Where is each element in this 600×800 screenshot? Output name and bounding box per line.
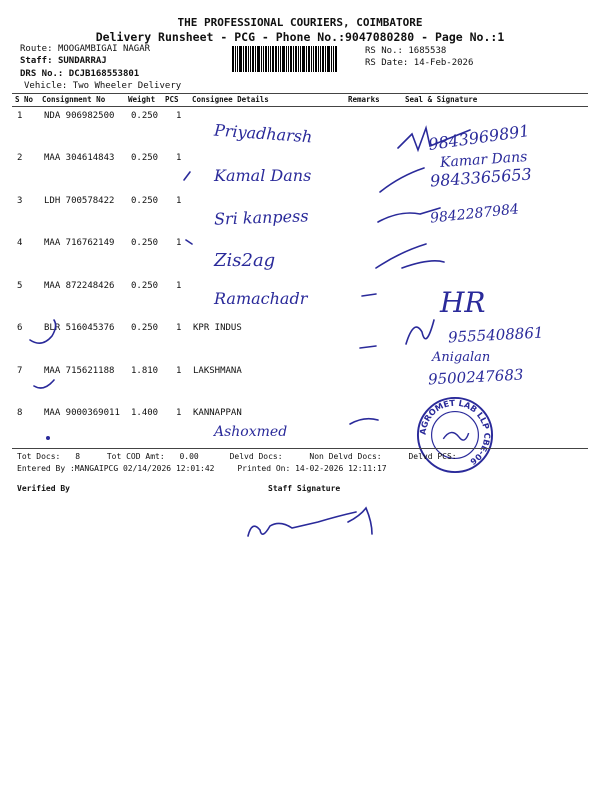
col-seal-signature: Seal & Signature: [405, 95, 478, 104]
row-pcs: 1: [176, 323, 182, 333]
vehicle-value: Two Wheeler Delivery: [72, 81, 182, 91]
handwritten-phone: 9555408861: [447, 323, 544, 347]
signature-stroke: [186, 240, 192, 244]
row-sno: 2: [17, 153, 23, 163]
row-pcs: 1: [176, 366, 182, 376]
delvd-pcs-label: Delvd PCS:: [408, 452, 457, 461]
non-delvd-docs-label: Non Delvd Docs:: [309, 452, 382, 461]
row-weight: 0.250: [131, 238, 159, 248]
handwritten-phone: 9842287984: [429, 201, 520, 227]
row-weight: 0.250: [131, 153, 159, 163]
row-consignment: MAA 304614843: [44, 153, 115, 163]
signature-stroke: [380, 168, 424, 192]
handwritten-name: Priyadharsh: [213, 120, 313, 147]
company-name: THE PROFESSIONAL COURIERS, COIMBATORE: [177, 16, 423, 29]
row-consignment: MAA 872248426: [44, 281, 115, 291]
col-sno: S No: [15, 95, 34, 104]
rs-no-value: 1685538: [408, 46, 447, 56]
row-consignment: MAA 9000369011: [44, 408, 120, 418]
signature-stroke: [30, 320, 56, 343]
printed-on: Printed On: 14-02-2026 12:11:17: [237, 464, 387, 473]
signature-stroke: [34, 380, 54, 388]
signature-stroke: [184, 172, 190, 180]
staff-signature-stroke: [248, 508, 372, 536]
staff-signature-label: Staff Signature: [268, 484, 341, 493]
handwritten-name: Kamal Dans: [214, 166, 312, 185]
row-sno: 4: [17, 238, 23, 248]
col-pcs: PCS: [165, 95, 179, 104]
row-pcs: 1: [176, 196, 182, 206]
rs-no-label: RS No.:: [365, 46, 403, 56]
row-consignee: KPR INDUS: [193, 323, 242, 333]
row-consignment: MAA 715621188: [44, 366, 115, 376]
handwritten-name: Ramachadr: [214, 289, 308, 308]
col-consignment: Consignment No: [42, 95, 106, 104]
totals-line: [17, 452, 457, 461]
pen-dot: [46, 436, 50, 440]
tot-cod-value: 0.00: [179, 452, 199, 461]
signature-stroke: [406, 320, 434, 344]
row-weight: 0.250: [131, 281, 159, 291]
row-consignment: LDH 700578422: [44, 196, 115, 206]
handwritten-phone: 9843969891: [427, 121, 531, 154]
table-bottom-rule: [12, 448, 588, 449]
row-weight: 1.810: [131, 366, 159, 376]
row-sno: 8: [17, 408, 23, 418]
row-consignment: BLR 516045376: [44, 323, 115, 333]
row-sno: 7: [17, 366, 23, 376]
handwritten-note: Kamar Dans: [439, 148, 528, 172]
runsheet-title: Delivery Runsheet - PCG - Phone No.:9047080280 - Page No.:1: [95, 30, 505, 44]
rs-date-value: 14-Feb-2026: [413, 58, 474, 68]
row-weight: 1.400: [131, 408, 159, 418]
tot-cod-label: Tot COD Amt:: [106, 452, 165, 461]
row-consignee: LAKSHMANA: [193, 366, 242, 376]
stamp-text: AGROMET LAB LLP CBE-06: [417, 397, 493, 468]
row-weight: 0.250: [131, 323, 159, 333]
handwritten-name: Ashoxmed: [214, 424, 288, 440]
row-weight: 0.250: [131, 196, 159, 206]
col-consignee: Consignee Details: [192, 95, 269, 104]
row-consignment: NDA 906982500: [44, 111, 115, 121]
row-sno: 5: [17, 281, 23, 291]
staff-label: Staff:: [20, 56, 53, 66]
signature-stroke: [398, 128, 470, 150]
signature-stroke: [376, 244, 444, 268]
signature-stroke: [378, 208, 440, 222]
route-label: Route:: [20, 44, 53, 54]
signature-stroke: [350, 419, 378, 424]
route-value: MOOGAMBIGAI NAGAR: [57, 44, 151, 54]
handwritten-initials: HR: [440, 286, 486, 319]
rs-date-label: RS Date:: [365, 58, 409, 68]
tot-docs-value: 8: [75, 452, 81, 461]
handwritten-name: Zis2ag: [214, 250, 276, 271]
row-sno: 6: [17, 323, 23, 333]
row-pcs: 1: [176, 111, 182, 121]
row-pcs: 1: [176, 238, 182, 248]
row-sno: 3: [17, 196, 23, 206]
drs-label: DRS No.:: [20, 69, 64, 79]
signature-stroke: [360, 346, 376, 348]
row-pcs: 1: [176, 408, 182, 418]
entry-line: [17, 464, 387, 473]
row-sno: 1: [17, 111, 23, 121]
row-consignment: MAA 716762149: [44, 238, 115, 248]
col-weight: Weight: [128, 95, 156, 104]
handwritten-phone: 9500247683: [427, 365, 524, 389]
tot-docs-label: Tot Docs:: [17, 452, 61, 461]
handwritten-note: Anigalan: [432, 350, 491, 365]
handwritten-name: Sri kanpess: [213, 206, 309, 229]
row-pcs: 1: [176, 281, 182, 291]
col-remarks: Remarks: [348, 95, 380, 104]
staff-value: SUNDARRAJ: [57, 56, 107, 66]
row-weight: 0.250: [131, 111, 159, 121]
row-pcs: 1: [176, 153, 182, 163]
verified-by: Verified By: [17, 484, 70, 493]
handwritten-phone: 9843365653: [429, 164, 533, 191]
agromet-stamp: [416, 396, 494, 474]
delvd-docs-label: Delvd Docs:: [229, 452, 283, 461]
signature-stroke: [362, 294, 376, 296]
drs-value: DCJB168553801: [68, 69, 140, 79]
row-consignee: KANNAPPAN: [193, 408, 242, 418]
vehicle-label: Vehicle:: [24, 81, 68, 91]
entered-by: Entered By :MANGAIPCG 02/14/2026 12:01:42: [17, 464, 215, 473]
